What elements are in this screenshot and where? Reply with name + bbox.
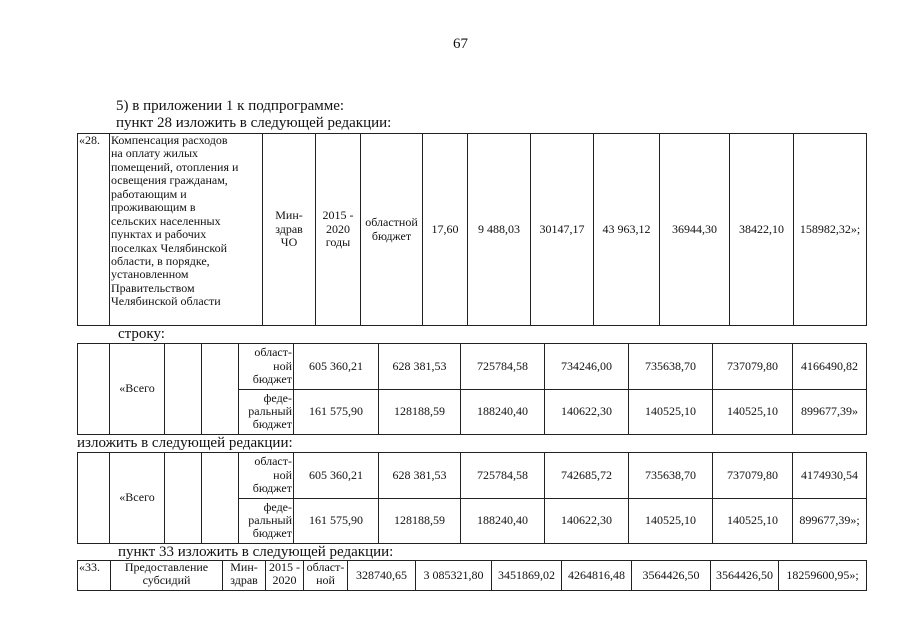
- value-cell: 742685,72: [545, 453, 629, 499]
- table-total-new: [77, 452, 867, 544]
- value-cell: 3564426,50: [632, 561, 711, 591]
- item-33-line: пункт 33 изложить в следующей редакции:: [118, 544, 394, 560]
- value-cell: 628 381,53: [379, 344, 461, 390]
- value-cell: 188240,40: [461, 498, 545, 544]
- value-cell: 605 360,21: [294, 453, 379, 499]
- value-cell: 140525,10: [629, 389, 713, 435]
- total-label: «Всего: [110, 453, 165, 544]
- item-source: областной бюджет: [361, 134, 423, 326]
- value-cell: 18259600,95»;: [779, 561, 867, 591]
- value-cell: 161 575,90: [294, 389, 379, 435]
- value-cell: 899677,39»: [793, 389, 867, 435]
- value-cell: 43 963,12: [594, 134, 660, 326]
- source-cell: област- ной бюджет: [239, 453, 294, 499]
- value-cell: 3451869,02: [492, 561, 562, 591]
- stroku-line: строку:: [118, 326, 165, 342]
- item-executor: Мин- здрав: [223, 561, 266, 591]
- value-cell: 140622,30: [545, 389, 629, 435]
- value-cell: 38422,10: [730, 134, 794, 326]
- value-cell: 3564426,50: [711, 561, 779, 591]
- table-row: [78, 561, 867, 591]
- item-years: 2015 - 2020: [266, 561, 304, 591]
- value-cell: 725784,58: [461, 344, 545, 390]
- value-cell: 737079,80: [713, 344, 793, 390]
- izlozhit-line: изложить в следующей редакции:: [77, 435, 293, 451]
- value-cell: 188240,40: [461, 389, 545, 435]
- empty-cell: [165, 453, 202, 544]
- intro-line-2: пункт 28 изложить в следующей редакции:: [116, 115, 392, 131]
- table-row: [78, 453, 867, 499]
- empty-cell: [202, 453, 239, 544]
- value-cell: 4166490,82: [793, 344, 867, 390]
- source-cell: феде- ральный бюджет: [239, 498, 294, 544]
- value-cell: 140525,10: [713, 389, 793, 435]
- value-cell: 17,60: [423, 134, 468, 326]
- table-total-old: [77, 343, 867, 435]
- value-cell: 30147,17: [531, 134, 594, 326]
- table-item-33: [77, 560, 867, 591]
- source-cell: област- ной бюджет: [239, 344, 294, 390]
- value-cell: 735638,70: [629, 344, 713, 390]
- value-cell: 605 360,21: [294, 344, 379, 390]
- table-row: [78, 134, 867, 326]
- empty-cell: [78, 453, 110, 544]
- value-cell: 140622,30: [545, 498, 629, 544]
- value-cell: 36944,30: [660, 134, 730, 326]
- source-cell: феде- ральный бюджет: [239, 389, 294, 435]
- page-number: 67: [453, 36, 468, 52]
- value-cell: 158982,32»;: [794, 134, 867, 326]
- value-cell: 899677,39»;: [793, 498, 867, 544]
- item-number: «28.: [78, 134, 110, 326]
- total-label: «Всего: [110, 344, 165, 435]
- value-cell: 161 575,90: [294, 498, 379, 544]
- empty-cell: [165, 344, 202, 435]
- value-cell: 140525,10: [629, 498, 713, 544]
- value-cell: 3 085321,80: [416, 561, 492, 591]
- table-item-28: [77, 133, 867, 326]
- value-cell: 140525,10: [713, 498, 793, 544]
- value-cell: 328740,65: [348, 561, 416, 591]
- value-cell: 4264816,48: [562, 561, 632, 591]
- value-cell: 734246,00: [545, 344, 629, 390]
- value-cell: 725784,58: [461, 453, 545, 499]
- value-cell: 9 488,03: [468, 134, 531, 326]
- item-name: Компенсация расходов на оплату жилых помещений, отопления и освещения гражданам, работающим и проживающим в сельских населенных пунктах и рабочих поселках Челябинской области, в порядке, установленном Правительством Челябинской области: [110, 134, 263, 326]
- table-row: [78, 344, 867, 390]
- item-executor: Мин- здрав ЧО: [263, 134, 316, 326]
- value-cell: 4174930,54: [793, 453, 867, 499]
- intro-line-1: 5) в приложении 1 к подпрограмме:: [116, 98, 345, 114]
- value-cell: 735638,70: [629, 453, 713, 499]
- empty-cell: [202, 344, 239, 435]
- item-years: 2015 - 2020 годы: [316, 134, 361, 326]
- item-name: Предоставление субсидий: [111, 561, 223, 591]
- item-number: «33.: [78, 561, 111, 591]
- value-cell: 737079,80: [713, 453, 793, 499]
- value-cell: 128188,59: [379, 389, 461, 435]
- empty-cell: [78, 344, 110, 435]
- value-cell: 128188,59: [379, 498, 461, 544]
- item-source: област- ной: [304, 561, 348, 591]
- value-cell: 628 381,53: [379, 453, 461, 499]
